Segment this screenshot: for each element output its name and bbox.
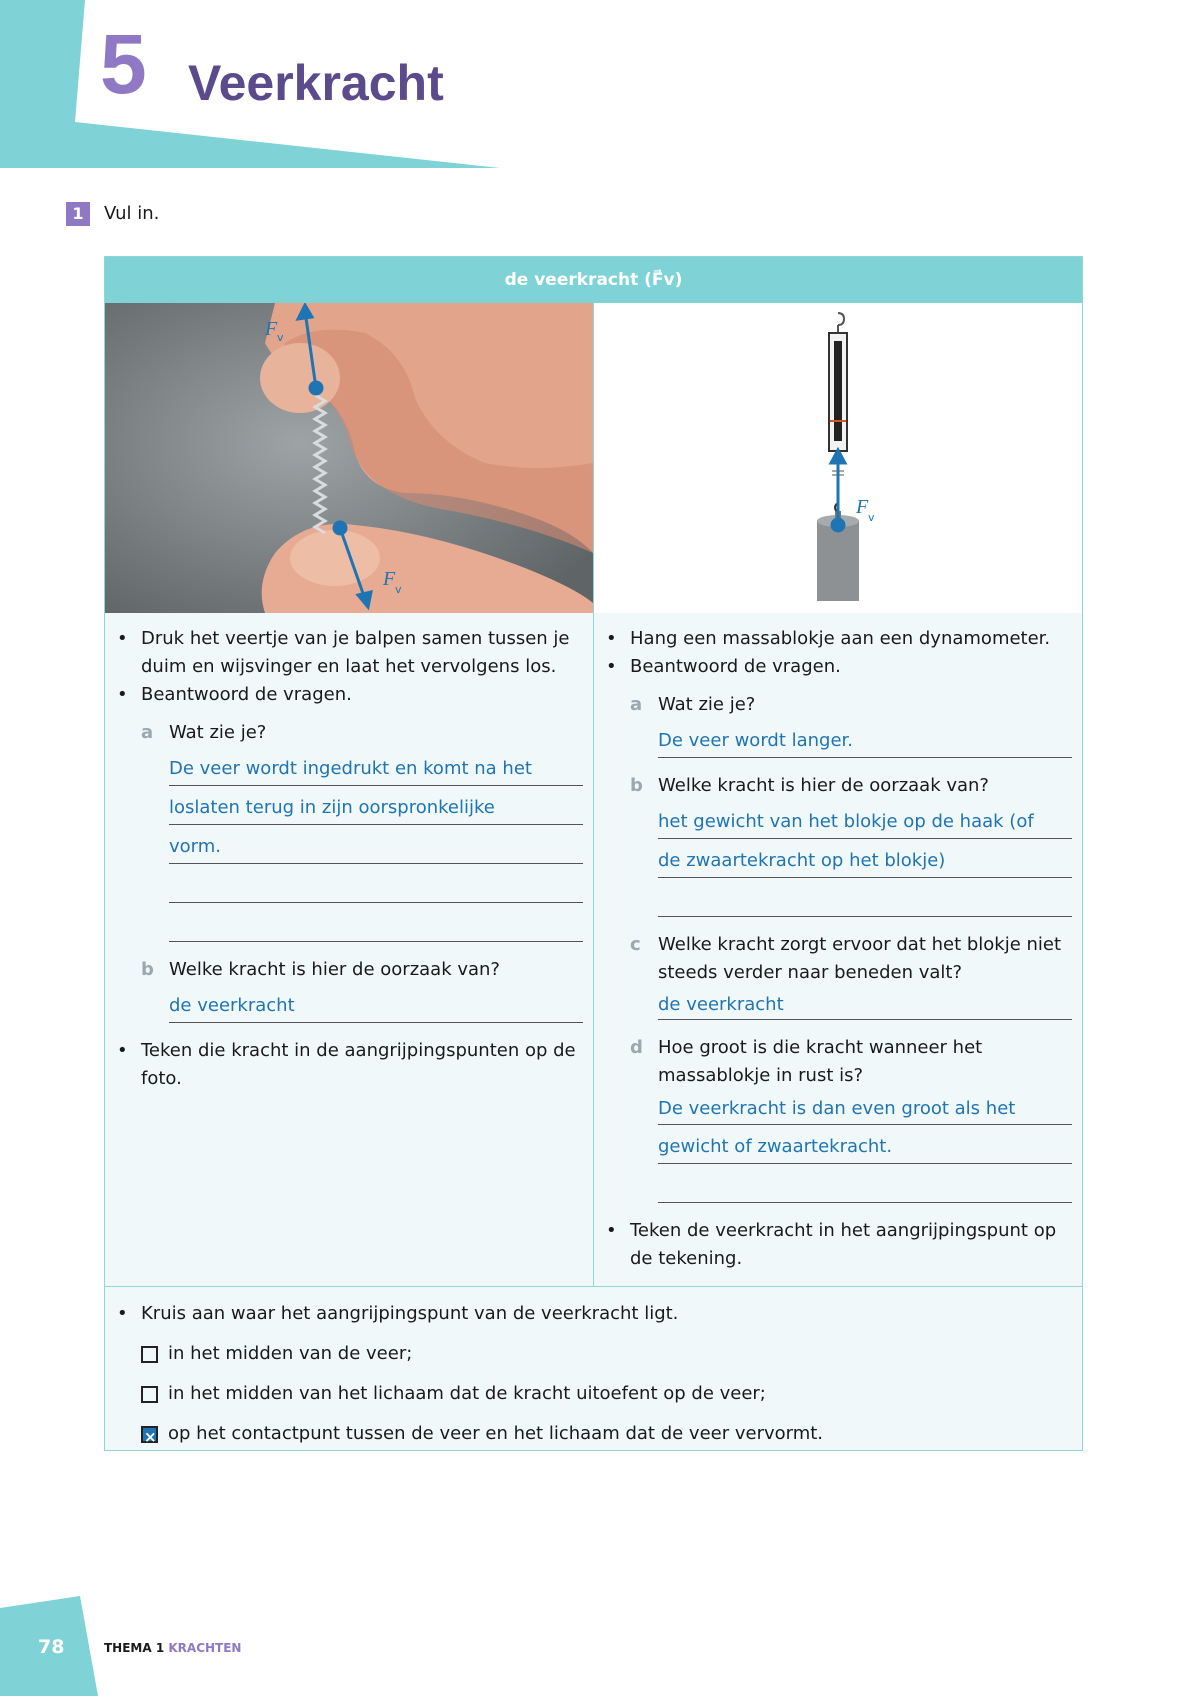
question-b xyxy=(630,772,1072,800)
answer-line[interactable]: het gewicht van het blokje op de haak (of xyxy=(658,800,1072,839)
question-letter: c xyxy=(630,934,641,955)
bullet: • Teken de veerkracht in het aangrijpingspunt op de tekening. xyxy=(602,1217,1072,1273)
answer-line[interactable] xyxy=(658,1164,1072,1203)
answer-line[interactable]: de zwaartekracht op het blokje) xyxy=(658,839,1072,878)
left-column xyxy=(113,625,583,1093)
answer-line[interactable]: De veerkracht is dan even groot als het xyxy=(658,1090,1072,1125)
exercise-number: 1 xyxy=(66,202,90,226)
question-letter: b xyxy=(141,959,154,980)
checkbox-option[interactable] xyxy=(113,1420,1073,1448)
question-d xyxy=(630,1034,1072,1090)
force-label-dynamometer: F xyxy=(856,496,869,518)
checkbox-option[interactable] xyxy=(113,1380,1073,1408)
question-letter: b xyxy=(630,775,643,796)
answer-line[interactable]: gewicht of zwaartekracht. xyxy=(658,1125,1072,1164)
right-column xyxy=(602,625,1072,1273)
question-c xyxy=(630,931,1072,987)
question-a xyxy=(630,691,1072,719)
force-label-top: F xyxy=(265,318,278,340)
chapter-number: 5 xyxy=(100,17,147,111)
answer-line[interactable]: de veerkracht xyxy=(658,987,1072,1020)
exercise-table xyxy=(104,256,1083,1451)
force-label-bottom: F xyxy=(383,568,396,590)
question-text: Welke kracht zorgt ervoor dat het blokje niet steeds verder naar beneden valt? xyxy=(658,934,1062,983)
question-letter: a xyxy=(141,722,154,743)
checkbox[interactable] xyxy=(141,1386,158,1403)
question-text: Hoe groot is die kracht wanneer het massablokje in rust is? xyxy=(658,1037,983,1086)
bullet: • Kruis aan waar het aangrijpingspunt van de veerkracht ligt. xyxy=(113,1300,1073,1328)
question-letter: d xyxy=(630,1037,643,1058)
answer-line[interactable]: vorm. xyxy=(169,825,583,864)
answer-line[interactable]: De veer wordt ingedrukt en komt na het xyxy=(169,747,583,786)
answer-line[interactable]: loslaten terug in zijn oorspronkelijke xyxy=(169,786,583,825)
table-header: de veerkracht (F⃗v) xyxy=(105,257,1082,303)
answer-line[interactable]: de veerkracht xyxy=(169,984,583,1023)
spring-photo xyxy=(105,303,593,613)
question-text: Wat zie je? xyxy=(658,694,756,715)
answer-line[interactable]: De veer wordt langer. xyxy=(658,719,1072,758)
option-text: op het contactpunt tussen de veer en het lichaam dat de veer vervormt. xyxy=(168,1423,824,1444)
question-letter: a xyxy=(630,694,643,715)
question-a xyxy=(141,719,583,747)
checkbox-checked[interactable] xyxy=(141,1426,158,1443)
option-text: in het midden van de veer; xyxy=(168,1343,413,1364)
bullet: • Beantwoord de vragen. xyxy=(113,681,583,709)
svg-text:v: v xyxy=(277,331,284,344)
checkbox-option[interactable] xyxy=(113,1340,1073,1368)
answer-line[interactable] xyxy=(658,878,1072,917)
row-divider xyxy=(105,1286,1082,1287)
bullet: • Druk het veertje van je balpen samen tussen je duim en wijsvinger en laat het vervolgens los. xyxy=(113,625,583,681)
column-divider xyxy=(593,303,594,1286)
bullet: • Teken die kracht in de aangrijpingspunten op de foto. xyxy=(113,1037,583,1093)
exercise-instruction: Vul in. xyxy=(104,203,160,224)
page-number: 78 xyxy=(38,1636,65,1658)
question-text: Wat zie je? xyxy=(169,722,267,743)
bullet: • Hang een massablokje aan een dynamometer. xyxy=(602,625,1072,653)
svg-text:v: v xyxy=(395,583,402,596)
question-b xyxy=(141,956,583,984)
bullet: • Beantwoord de vragen. xyxy=(602,653,1072,681)
footer-theme: THEMA 1 KRACHTEN xyxy=(104,1641,242,1655)
dynamometer-drawing xyxy=(594,303,1082,613)
question-text: Welke kracht is hier de oorzaak van? xyxy=(658,775,989,796)
option-text: in het midden van het lichaam dat de kracht uitoefent op de veer; xyxy=(168,1383,766,1404)
chapter-title: Veerkracht xyxy=(188,55,444,111)
svg-text:v: v xyxy=(868,511,875,524)
question-text: Welke kracht is hier de oorzaak van? xyxy=(169,959,500,980)
checkbox[interactable] xyxy=(141,1346,158,1363)
answer-line[interactable] xyxy=(169,903,583,942)
bottom-row xyxy=(113,1300,1073,1448)
answer-line[interactable] xyxy=(169,864,583,903)
